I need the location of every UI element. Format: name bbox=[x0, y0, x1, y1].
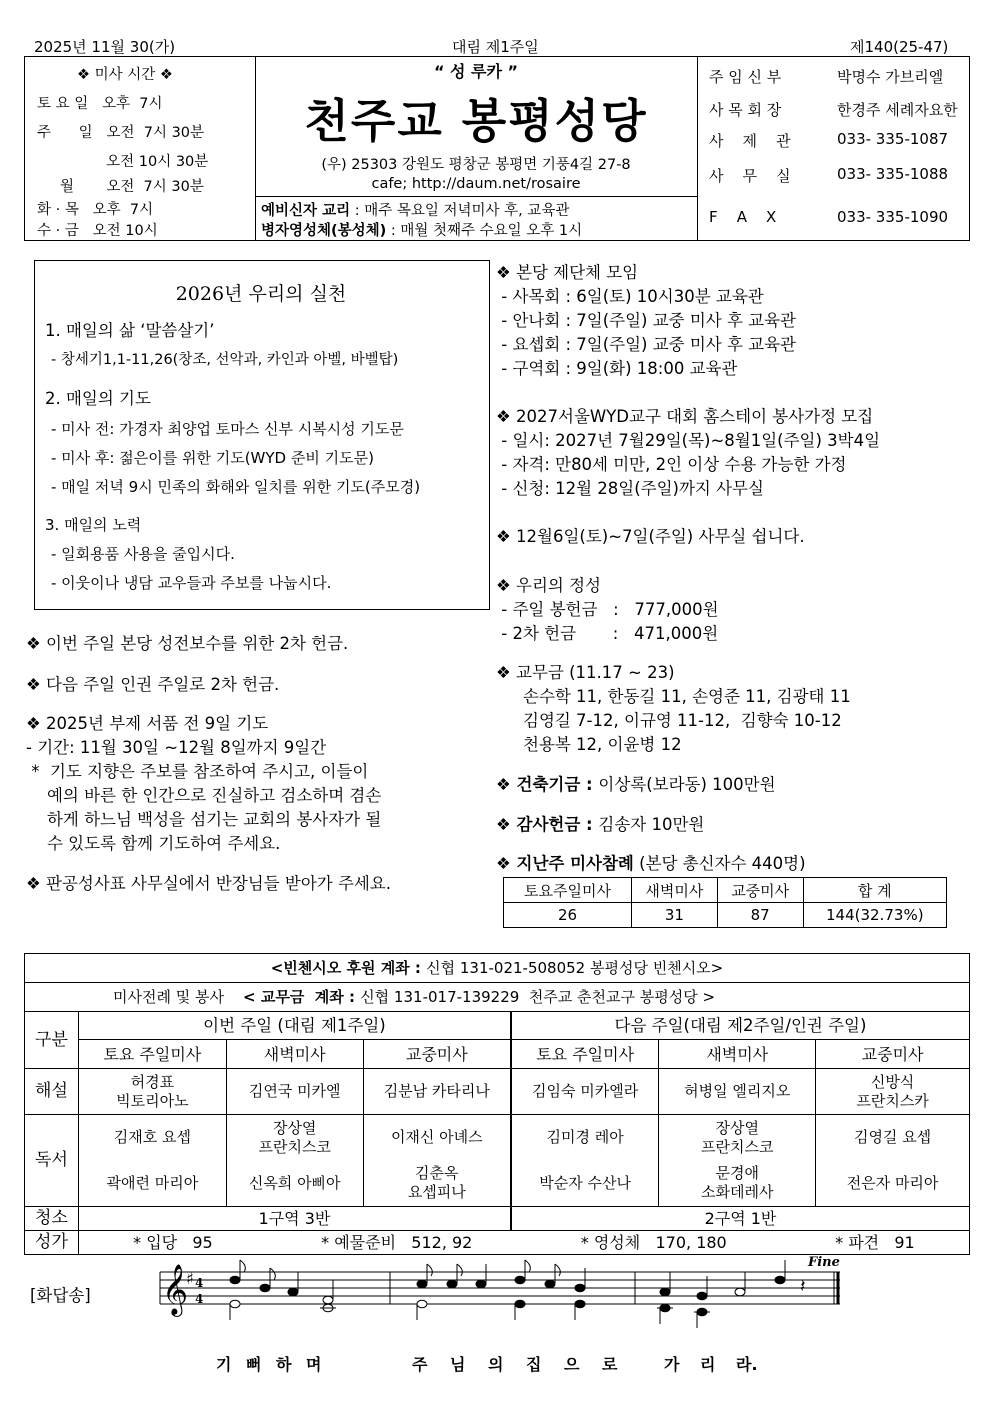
hymn-recessional: * 파견 91 bbox=[835, 1233, 915, 1252]
contact-label: 사 무 실 bbox=[709, 167, 791, 185]
issue-date: 2025년 11월 30(가) bbox=[34, 38, 176, 56]
meeting-title: ❖ 본당 제단체 모임 bbox=[496, 263, 639, 282]
svg-text:𝄞: 𝄞 bbox=[162, 1264, 189, 1315]
commentary-label: 해설 bbox=[25, 1069, 79, 1115]
practice-item: - 창세기1,1-11,26(창조, 선악과, 카인과 아벨, 바벨탑) bbox=[51, 352, 399, 368]
offering-item: - 2차 헌금 : 471,000원 bbox=[496, 624, 719, 643]
psalm-fine-marking: Fine bbox=[808, 1255, 840, 1270]
offering-item: - 주일 봉헌금 : 777,000원 bbox=[496, 600, 719, 619]
attendance-value: 26 bbox=[504, 903, 632, 928]
reading-cell: 신옥희 아삐아 bbox=[226, 1161, 363, 1207]
hymn-label: 성가 bbox=[25, 1231, 79, 1255]
notice-novena-title: ❖ 2025년 부제 서품 전 9일 기도 bbox=[26, 714, 269, 733]
next-week-header: 다음 주일(대림 제2주일/인권 주일) bbox=[511, 1012, 970, 1040]
attendance-header: 토요주일미사 bbox=[504, 878, 632, 903]
practice-item: - 매일 저녁 9시 민족의 화해와 일치를 위한 기도(주모경) bbox=[51, 478, 421, 496]
bulletin-header bbox=[24, 56, 970, 241]
attendance-note: (본당 총신자수 440명) bbox=[633, 854, 806, 873]
notice-novena-line: 예의 바른 한 인간으로 진실하고 검소하며 겸손 bbox=[26, 786, 382, 805]
reading-cell: 김미경 레아 bbox=[511, 1115, 659, 1161]
mass-time-row: 월 오전 7시 30분 bbox=[37, 179, 204, 195]
lyric-syllable: 가 bbox=[664, 1355, 680, 1374]
sick-communion-label: 병자영성체(봉성체) bbox=[261, 223, 387, 239]
contact-row bbox=[709, 165, 949, 186]
cleaning-cell: 2구역 1반 bbox=[511, 1207, 970, 1231]
gubun-header: 구분 bbox=[25, 1012, 79, 1069]
hymn-entrance: * 입당 95 bbox=[133, 1233, 213, 1252]
commentary-cell: 김분남 카타리나 bbox=[363, 1069, 511, 1115]
attendance-header: 교중미사 bbox=[717, 878, 803, 903]
dues-line: 김영길 7-12, 이규영 11-12, 김향숙 10-12 bbox=[523, 711, 842, 730]
meeting-item: - 사목회 : 6일(토) 10시30분 교육관 bbox=[496, 287, 764, 306]
building-fund-text: 이상록(보라동) 100만원 bbox=[598, 775, 776, 794]
parish-cafe-link[interactable]: cafe; http://daum.net/rosaire bbox=[371, 176, 581, 192]
lyric-syllable: 라. bbox=[736, 1355, 758, 1374]
parish-panel bbox=[255, 57, 698, 240]
meeting-item: - 안나회 : 7일(주일) 교중 미사 후 교육관 bbox=[496, 311, 796, 330]
liturgical-day: 대림 제1주일 bbox=[452, 38, 539, 56]
mass-header: 토요 주일미사 bbox=[78, 1040, 226, 1069]
contact-value: 033- 335-1090 bbox=[837, 208, 949, 226]
psalm-label: [화답송] bbox=[30, 1286, 91, 1305]
svg-text:4: 4 bbox=[195, 1292, 204, 1306]
offering-title: ❖ 우리의 정성 bbox=[496, 576, 601, 595]
building-fund bbox=[496, 771, 776, 795]
issue-number: 제140(25-47) bbox=[850, 38, 949, 56]
mass-time-row: 오전 10시 30분 bbox=[37, 154, 209, 170]
attendance-table bbox=[503, 877, 947, 928]
lyric-syllable: 의 bbox=[488, 1355, 504, 1374]
wyd-item: - 일시: 2027년 7월29일(목)~8월1일(주일) 3박4일 bbox=[496, 431, 881, 450]
lyric-syllable: 뻐 bbox=[246, 1355, 262, 1374]
wyd-title: ❖ 2027서울WYD교구 대회 홈스테이 봉사가정 모집 bbox=[496, 407, 874, 426]
contact-label: 주 임 신 부 bbox=[709, 68, 782, 86]
lyric-syllable: 으 bbox=[564, 1355, 580, 1374]
lyric-syllable: 로 bbox=[602, 1355, 618, 1374]
lyric-syllable: 하 bbox=[276, 1355, 292, 1374]
contact-label: 사 목 회 장 bbox=[709, 101, 782, 119]
attendance-header: 새벽미사 bbox=[631, 878, 717, 903]
contact-value: 033- 335-1087 bbox=[837, 130, 949, 148]
dues-account-label: < 교무금 계좌 : bbox=[243, 987, 361, 1006]
reading-cell: 박순자 수산나 bbox=[511, 1161, 659, 1207]
lyric-syllable: 기 bbox=[216, 1355, 232, 1374]
mass-time-row: 주 일 오전 7시 30분 bbox=[37, 125, 205, 141]
notice-second-collection-repair: ❖ 이번 주일 본당 성전보수를 위한 2차 헌금. bbox=[26, 634, 349, 653]
reading-cell: 장상열 프란치스코 bbox=[226, 1115, 363, 1161]
practice-item: - 일회용품 사용을 줄입시다. bbox=[51, 545, 235, 563]
notice-novena-line: 하게 하느님 백성을 섬기는 교회의 봉사자가 될 bbox=[26, 810, 382, 829]
mass-header: 토요 주일미사 bbox=[511, 1040, 659, 1069]
thanks-offering-text: 김송자 10만원 bbox=[598, 815, 705, 834]
catechumen-notice-text: : 매주 목요일 저녁미사 후, 교육관 bbox=[350, 203, 570, 219]
mass-time-row: 수 · 금 오전 10시 bbox=[37, 223, 158, 239]
commentary-cell: 김임숙 미카엘라 bbox=[511, 1069, 659, 1115]
reading-cell: 전은자 마리아 bbox=[816, 1161, 970, 1207]
notice-novena-line: 수 있도록 함께 기도하여 주세요. bbox=[26, 834, 281, 853]
meeting-item: - 구역회 : 9일(화) 18:00 교육관 bbox=[496, 359, 738, 378]
reading-label: 독서 bbox=[25, 1115, 79, 1207]
catechumen-notice-label: 예비신자 교리 bbox=[261, 203, 351, 219]
notice-novena-line: * 기도 지향은 주보를 참조하여 주시고, 이들이 bbox=[26, 762, 369, 781]
contact-label: 사 제 관 bbox=[709, 132, 791, 150]
mass-times-title: ❖ 미사 시간 ❖ bbox=[77, 67, 173, 83]
vincent-account bbox=[25, 954, 970, 983]
building-fund-label: ❖ 건축기금 : bbox=[496, 775, 599, 794]
sick-communion-notice bbox=[261, 219, 582, 240]
practice-title: 2026년 우리의 실천 bbox=[175, 283, 347, 305]
commentary-cell: 김연국 미카엘 bbox=[226, 1069, 363, 1115]
mass-time-row: 화 · 목 오후 7시 bbox=[37, 202, 154, 218]
wyd-item: - 신청: 12월 28일(주일)까지 사무실 bbox=[496, 479, 764, 498]
notice-second-collection-human-rights: ❖ 다음 주일 인권 주일로 2차 헌금. bbox=[26, 675, 280, 694]
lyric-syllable: 며 bbox=[306, 1355, 322, 1374]
reading-cell: 장상열 프란치스코 bbox=[659, 1115, 816, 1161]
svg-text:𝄽: 𝄽 bbox=[800, 1276, 806, 1297]
dues-title: ❖ 교무금 (11.17 ~ 23) bbox=[496, 663, 675, 682]
contact-row bbox=[709, 208, 949, 226]
attendance-value: 31 bbox=[631, 903, 717, 928]
reading-cell: 김영길 요셉 bbox=[816, 1115, 970, 1161]
dues-account-text: 신협 131-017-139229 천주교 춘천교구 봉평성당 > bbox=[360, 987, 716, 1006]
meeting-item: - 요셉회 : 7일(주일) 교중 미사 후 교육관 bbox=[496, 335, 796, 354]
reading-cell: 문경애 소화데레사 bbox=[659, 1161, 816, 1207]
hymn-row bbox=[78, 1231, 969, 1255]
thanks-offering-label: ❖ 감사헌금 : bbox=[496, 815, 599, 834]
attendance-header: 합 계 bbox=[803, 878, 946, 903]
thanks-offering bbox=[496, 811, 704, 835]
mass-header: 교중미사 bbox=[816, 1040, 970, 1069]
reading-cell: 김재호 요셉 bbox=[78, 1115, 226, 1161]
hymn-offertory: * 예물준비 512, 92 bbox=[321, 1233, 473, 1252]
lyric-syllable: 리 bbox=[700, 1355, 716, 1374]
vincent-account-label: <빈첸시오 후원 계좌 : bbox=[270, 958, 427, 977]
lyric-syllable: 님 bbox=[450, 1355, 466, 1374]
attendance-value: 144(32.73%) bbox=[803, 903, 946, 928]
practice-section-3-title: 3. 매일의 노력 bbox=[45, 516, 142, 534]
vincent-account-text: 신협 131-021-508052 봉평성당 빈첸시오> bbox=[426, 958, 724, 977]
dues-line: 천용복 12, 이윤병 12 bbox=[523, 735, 682, 754]
practice-box bbox=[34, 260, 490, 610]
commentary-cell: 허병일 엘리지오 bbox=[659, 1069, 816, 1115]
cleaning-cell: 1구역 3반 bbox=[78, 1207, 511, 1231]
mass-header: 새벽미사 bbox=[226, 1040, 363, 1069]
service-caption: 미사전례 및 봉사 bbox=[113, 987, 224, 1006]
practice-item: - 이웃이나 냉담 교우들과 주보를 나눕시다. bbox=[51, 574, 332, 592]
attendance-label: ❖ 지난주 미사참례 bbox=[496, 854, 634, 873]
mass-times-panel bbox=[25, 57, 256, 240]
mass-time-row: 토 요 일 오후 7시 bbox=[37, 96, 163, 112]
wyd-item: - 자격: 만80세 미만, 2인 이상 수용 가능한 가정 bbox=[496, 455, 847, 474]
svg-text:♯: ♯ bbox=[186, 1269, 194, 1288]
lyric-syllable: 집 bbox=[526, 1355, 542, 1374]
parish-patron: “ 성 루카 ” bbox=[433, 62, 519, 81]
practice-section-2-title: 2. 매일의 기도 bbox=[45, 389, 151, 408]
liturgy-schedule-table bbox=[24, 953, 970, 1255]
parish-address: (우) 25303 강원도 평창군 봉평면 기풍4길 27-8 bbox=[321, 157, 631, 173]
notice-novena-period: - 기간: 11월 30일 ~12월 8일까지 9일간 bbox=[26, 738, 327, 757]
commentary-cell: 신방식 프란치스카 bbox=[816, 1069, 970, 1115]
contact-label: F A X bbox=[709, 208, 777, 226]
mass-header: 새벽미사 bbox=[659, 1040, 816, 1069]
reading-cell: 김춘옥 요셉피나 bbox=[363, 1161, 511, 1207]
parish-name: 천주교 봉평성당 bbox=[304, 94, 648, 148]
contact-value: 박명수 가브리엘 bbox=[837, 68, 944, 86]
cleaning-label: 청소 bbox=[25, 1207, 79, 1231]
catechumen-notice bbox=[261, 199, 569, 220]
practice-item: - 미사 전: 가경자 최양업 토마스 신부 시복시성 기도문 bbox=[51, 420, 404, 438]
contact-row bbox=[709, 66, 944, 87]
contact-row bbox=[709, 130, 949, 151]
contact-panel bbox=[697, 57, 969, 240]
sick-communion-text: : 매월 첫째주 수요일 오후 1시 bbox=[386, 223, 583, 239]
dues-line: 손수학 11, 한동길 11, 손영준 11, 김광태 11 bbox=[523, 687, 851, 706]
this-week-header: 이번 주일 (대림 제1주일) bbox=[78, 1012, 511, 1040]
psalm-staff bbox=[150, 1258, 850, 1338]
lyric-syllable: 주 bbox=[412, 1355, 428, 1374]
office-closed-notice: ❖ 12월6일(토)~7일(주일) 사무실 쉽니다. bbox=[496, 527, 805, 546]
contact-row bbox=[709, 99, 958, 120]
attendance-value: 87 bbox=[717, 903, 803, 928]
dues-account bbox=[25, 983, 970, 1012]
reading-cell: 곽애련 마리아 bbox=[78, 1161, 226, 1207]
contact-value: 한경주 세례자요한 bbox=[837, 101, 958, 119]
attendance-heading bbox=[496, 850, 806, 874]
svg-text:4: 4 bbox=[195, 1276, 204, 1290]
commentary-cell: 허경표 빅토리아노 bbox=[78, 1069, 226, 1115]
practice-section-1-title: 1. 매일의 삶 ‘말씀살기’ bbox=[45, 321, 215, 340]
reading-cell: 이재신 아녜스 bbox=[363, 1115, 511, 1161]
mass-header: 교중미사 bbox=[363, 1040, 511, 1069]
contact-value: 033- 335-1088 bbox=[837, 165, 949, 183]
hymn-communion: * 영성체 170, 180 bbox=[580, 1233, 727, 1252]
notice-confession-cards: ❖ 판공성사표 사무실에서 반장님들 받아가 주세요. bbox=[26, 874, 392, 893]
practice-item: - 미사 후: 젊은이를 위한 기도(WYD 준비 기도문) bbox=[51, 449, 374, 467]
